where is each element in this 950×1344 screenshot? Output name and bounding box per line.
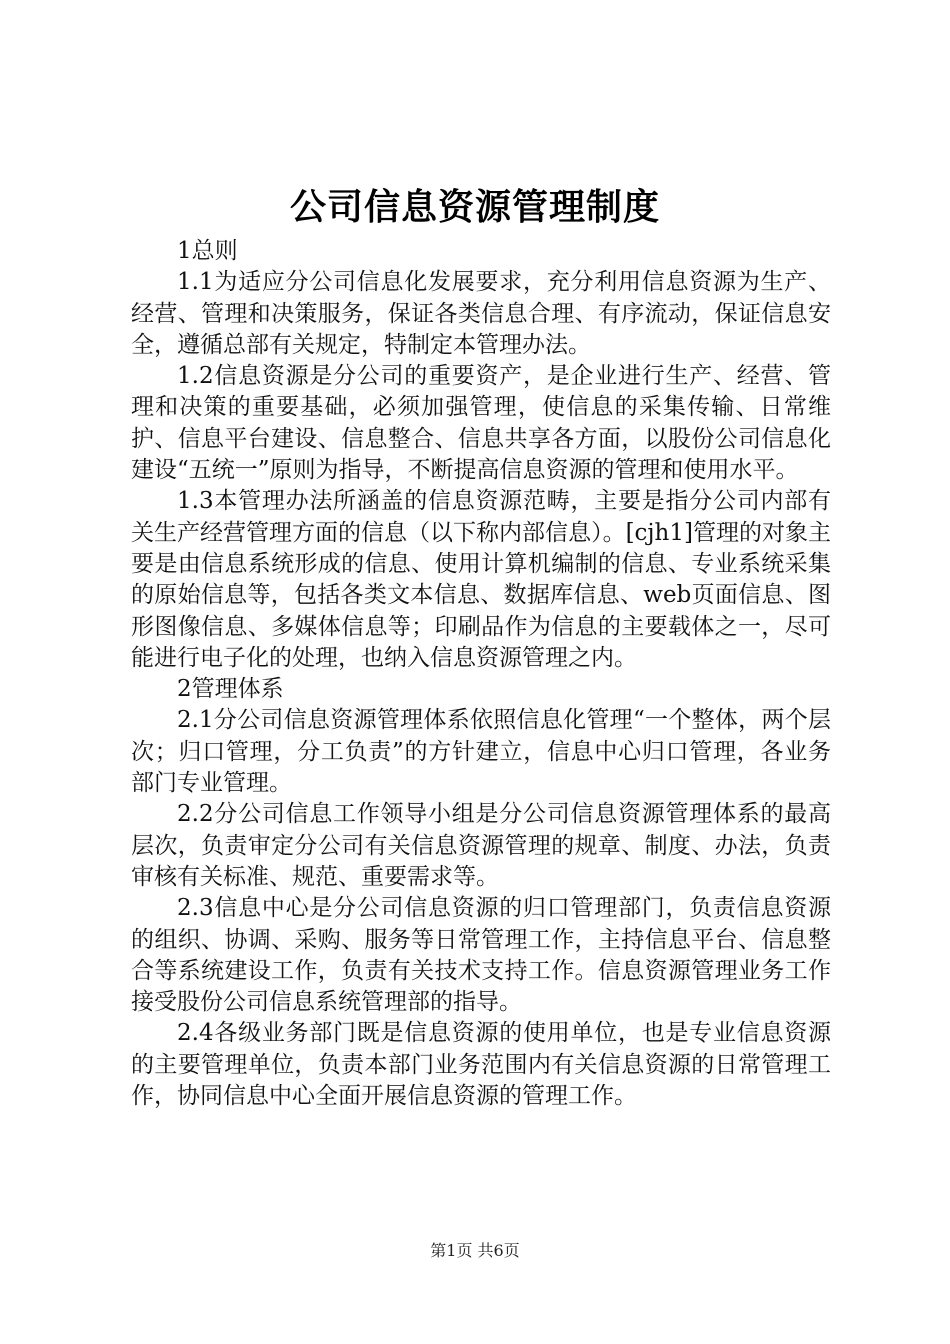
section-heading: 1总则 (177, 238, 238, 264)
page-number-footer: 第1页 共6页 (430, 1241, 520, 1260)
paragraph: 1.1为适应分公司信息化发展要求，充分利用信息资源为生产、经营、管理和决策服务，保证各类信息合理、有序流动，保证信息安全，遵循总部有关规定，特制定本管理办法。 (131, 269, 831, 358)
paragraph: 2.4各级业务部门既是信息资源的使用单位，也是专业信息资源的主要管理单位，负责本部门业务范围内有关信息资源的日常管理工作，协同信息中心全面开展信息资源的管理工作。 (131, 1020, 831, 1110)
section-heading: 2管理体系 (177, 676, 284, 703)
paragraph: 2.1分公司信息资源管理体系依照信息化管理“一个整体，两个层次；归口管理，分工负责”的方针建立，信息中心归口管理，各业务部门专业管理。 (131, 707, 831, 797)
paragraph: 1.3本管理办法所涵盖的信息资源范畴，主要是指分公司内部有关生产经营管理方面的信息（以下称内部信息）。[cjh1]管理的对象主要是由信息系统形成的信息、使用计算机编制的信息、专业系统采集的原始信息等，包括各类文本信息、数据库信息、web页面信息、图形图像信息、多媒体信息等；印刷品作为信息的主要载体之一，尽可能进行电子化的处理，也纳入信息资源管理之内。 (131, 488, 831, 671)
document-title: 公司信息资源管理制度 (289, 187, 660, 228)
paragraph: 2.3信息中心是分公司信息资源的归口管理部门，负责信息资源的组织、协调、采购、服务等日常管理工作，主持信息平台、信息整合等系统建设工作，负责有关技术支持工作。信息资源管理业务工作接受股份公司信息系统管理部的指导。 (131, 895, 831, 1016)
paragraph: 2.2分公司信息工作领导小组是分公司信息资源管理体系的最高层次，负责审定分公司有关信息资源管理的规章、制度、办法，负责审核有关标准、规范、重要需求等。 (131, 801, 831, 890)
document-body (131, 236, 831, 1112)
paragraph: 1.2信息资源是分公司的重要资产，是企业进行生产、经营、管理和决策的重要基础，必须加强管理，使信息的采集传输、日常维护、信息平台建设、信息整合、信息共享各方面，以股份公司信息化建设“五统一”原则为指导，不断提高信息资源的管理和使用水平。 (131, 363, 831, 484)
